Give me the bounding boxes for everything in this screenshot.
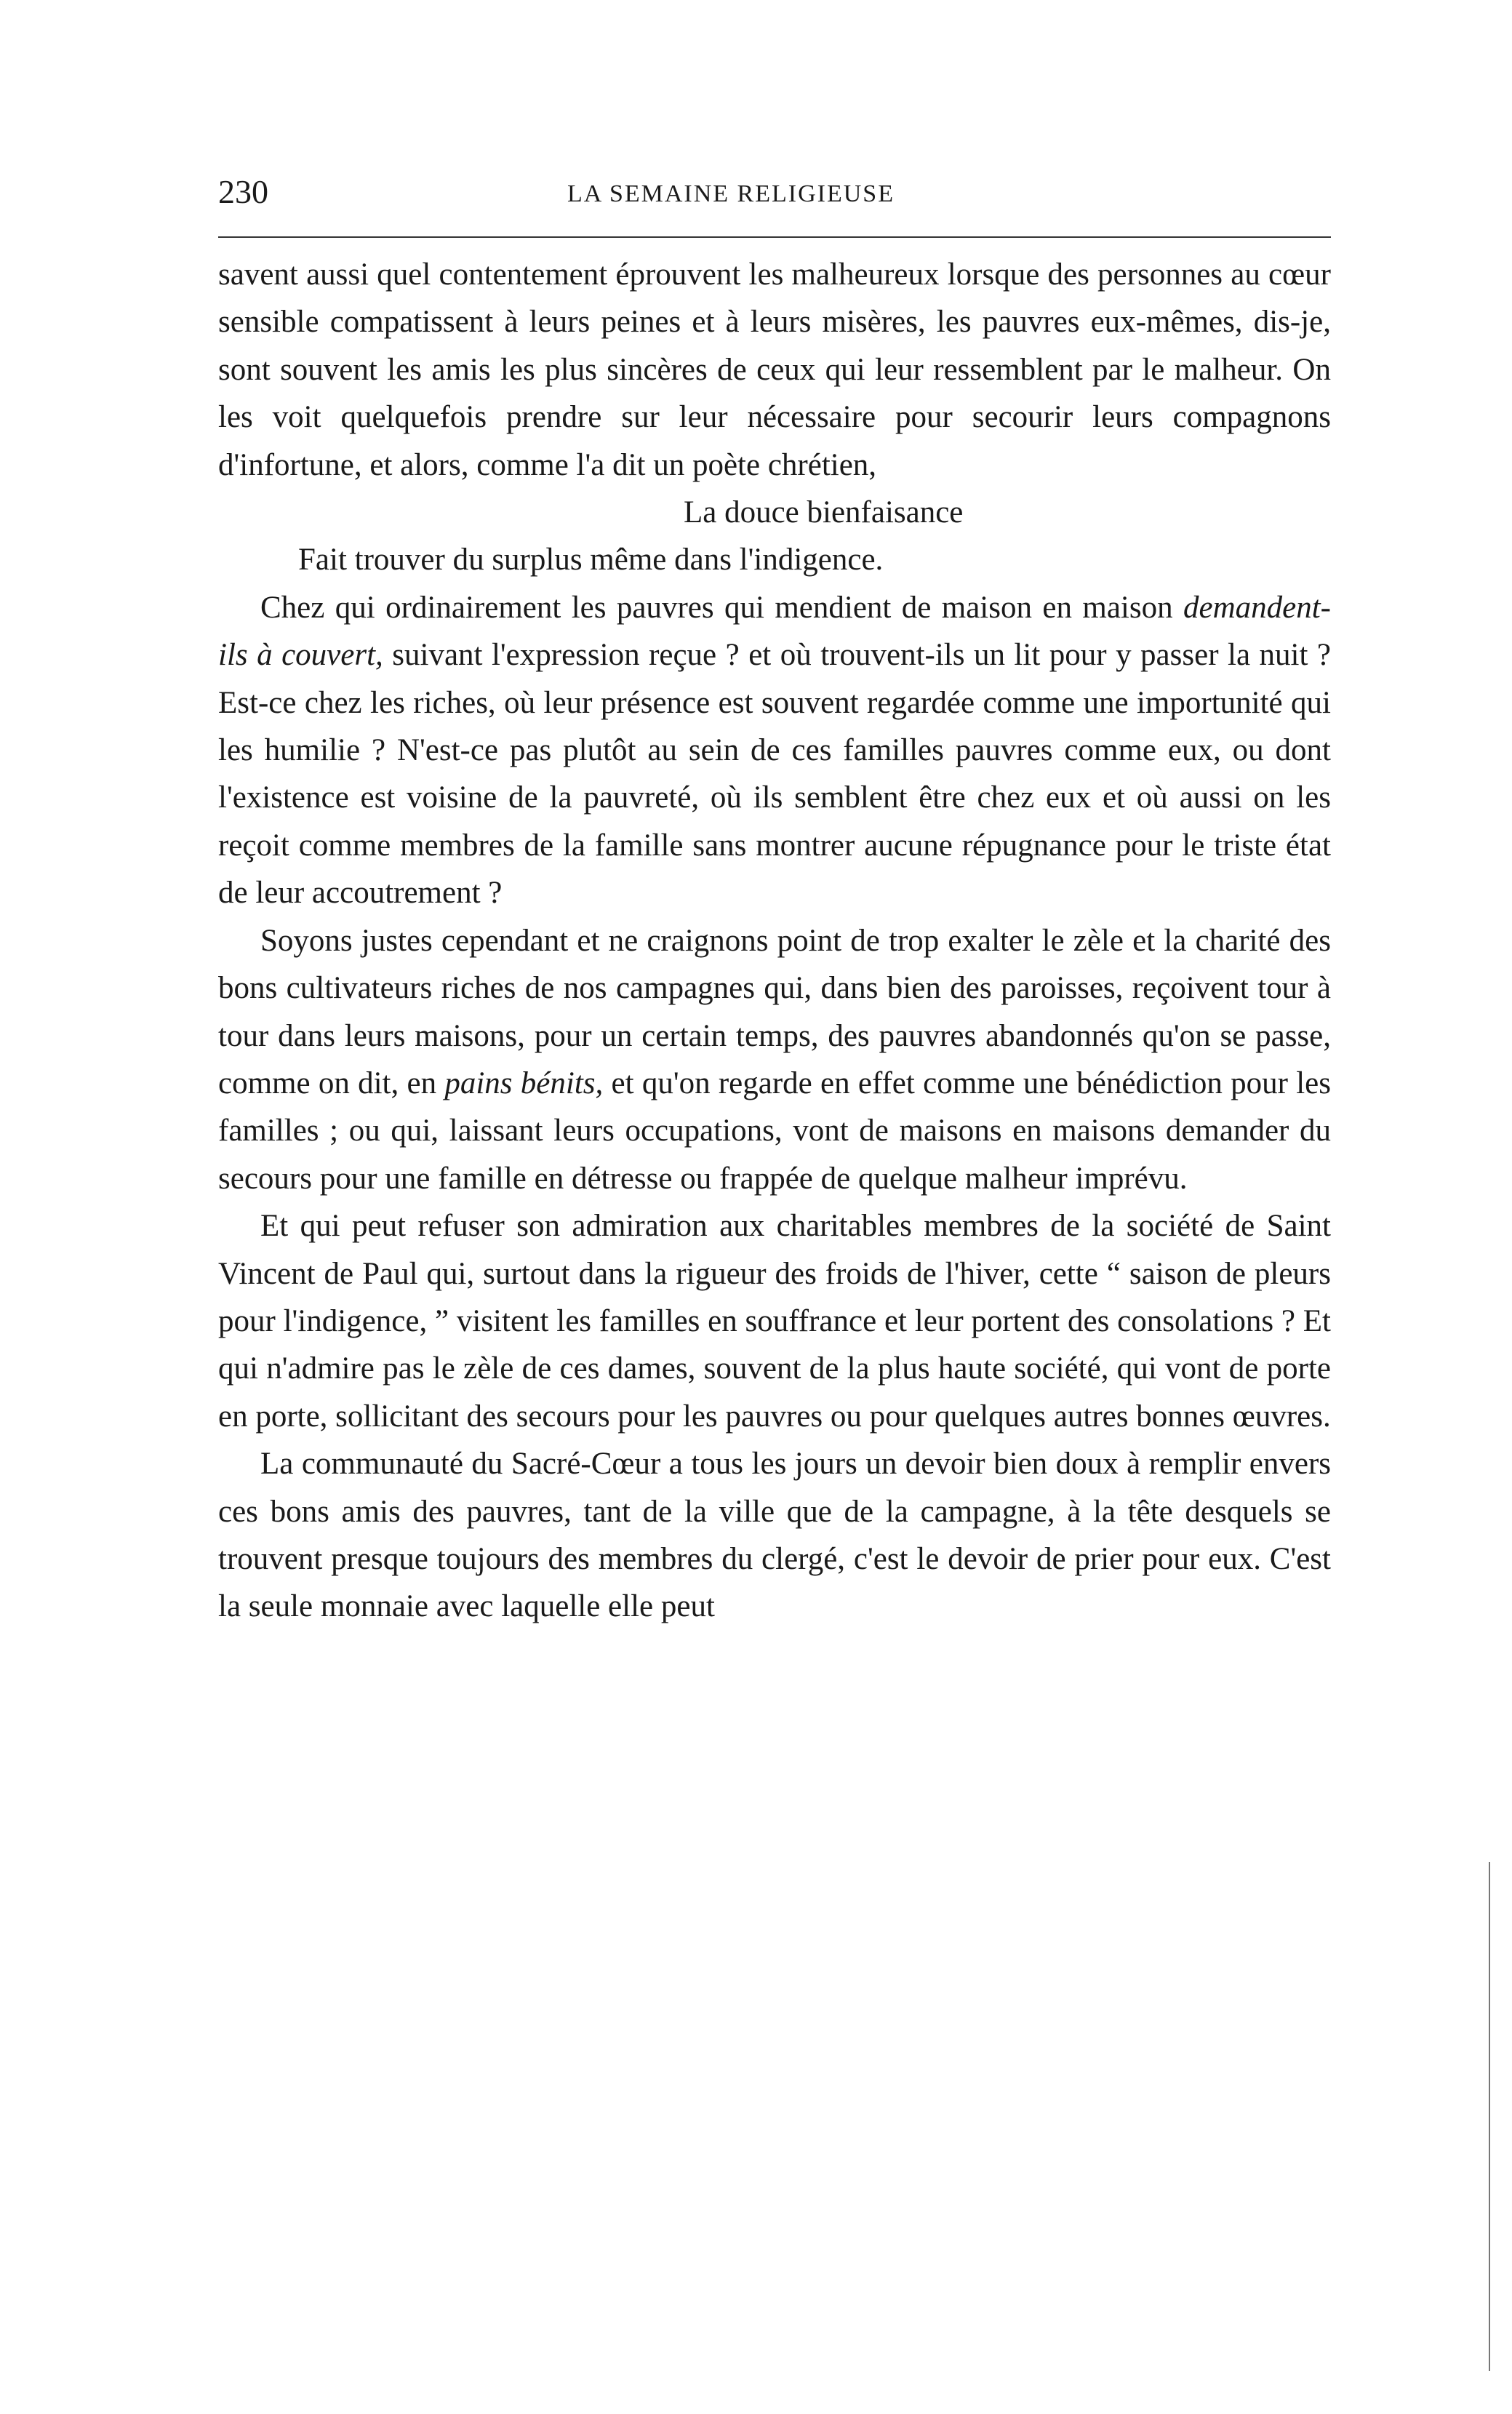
paragraph-1: savent aussi quel contentement éprouvent les malheureux lorsque des personnes au cœur sensible compatissent à leurs peines et à leurs misères, les pauvres eux-mêmes, dis-je, sont souvent les amis les plus sincères de ceux qui leur ressemblent par le malheur. On les voit quelquefois prendre sur leur nécessaire pour secourir leurs compagnons d'infortune, et alors, comme l'a dit un poète chrétien, [218, 257, 1331, 482]
paragraph-4: Et qui peut refuser son admiration aux charitables membres de la société de Saint Vincent de Paul qui, surtout dans la rigueur des froids de l'hiver, cette “ saison de pleurs pour l'indigence, ” visitent les familles en souffrance et leur portent des consolations ? Et qui n'admire pas le zèle de ces dames, souvent de la plus haute société, qui vont de porte en porte, sollicitant des secours pour les pauvres ou pour quelques autres bonnes œuvres. [218, 1209, 1331, 1434]
paragraph-2-italic: demandent-ils à couvert, [218, 590, 1331, 673]
page-header [218, 172, 1331, 223]
paragraph-3-italic: pains bénits, [444, 1066, 604, 1100]
paragraph-3-part-b: et qu'on regarde en effet comme une bénédiction pour les familles ; ou qui, laissant leurs occupations, vont de maisons en maisons demander du secours pour une famille en détresse ou frappée de quelque malheur imprévu. [218, 1066, 1331, 1196]
page-number: 230 [218, 173, 268, 210]
verse-line-2: Fait trouver du surplus même dans l'indigence. [298, 543, 884, 577]
paragraph-3 [218, 917, 1331, 1202]
paragraph-2-part-b: suivant l'expression reçue ? et où trouvent-ils un lit pour y passer la nuit ? Est-ce chez les riches, où leur présence est souvent regardée comme une importunité qui les humilie ? N'est-ce pas plutôt au sein de ces familles pauvres comme eux, ou dont l'existence est voisine de la pauvreté, où ils semblent être chez eux et où aussi on les reçoit comme membres de la famille sans montrer aucune répugnance pour le triste état de leur accoutrement ? [218, 638, 1331, 911]
paragraph-5: La communauté du Sacré-Cœur a tous les jours un devoir bien doux à remplir envers ces bons amis des pauvres, tant de la ville que de la campagne, à la tête desquels se trouvent presque toujours des membres du clergé, c'est le devoir de prier pour eux. C'est la seule monnaie avec laquelle elle peut [218, 1447, 1331, 1624]
running-title: LA SEMAINE RELIGIEUSE [567, 180, 895, 207]
margin-scan-mark [1489, 1862, 1490, 2371]
body-text [218, 251, 1331, 1631]
paragraph-2 [218, 584, 1331, 917]
header-rule [218, 236, 1331, 238]
paragraph-2-part-a: Chez qui ordinairement les pauvres qui mendient de maison en maison [260, 590, 1183, 625]
verse-line-1: La douce bienfaisance [684, 495, 964, 530]
paragraph-3-part-a: Soyons justes cependant et ne craignons point de trop exalter le zèle et la charité des bons cultivateurs riches de nos campagnes qui, dans bien des paroisses, reçoivent tour à tour dans leurs maisons, pour un certain temps, des pauvres abandonnés qu'on se passe, comme on dit, en [218, 923, 1331, 1100]
